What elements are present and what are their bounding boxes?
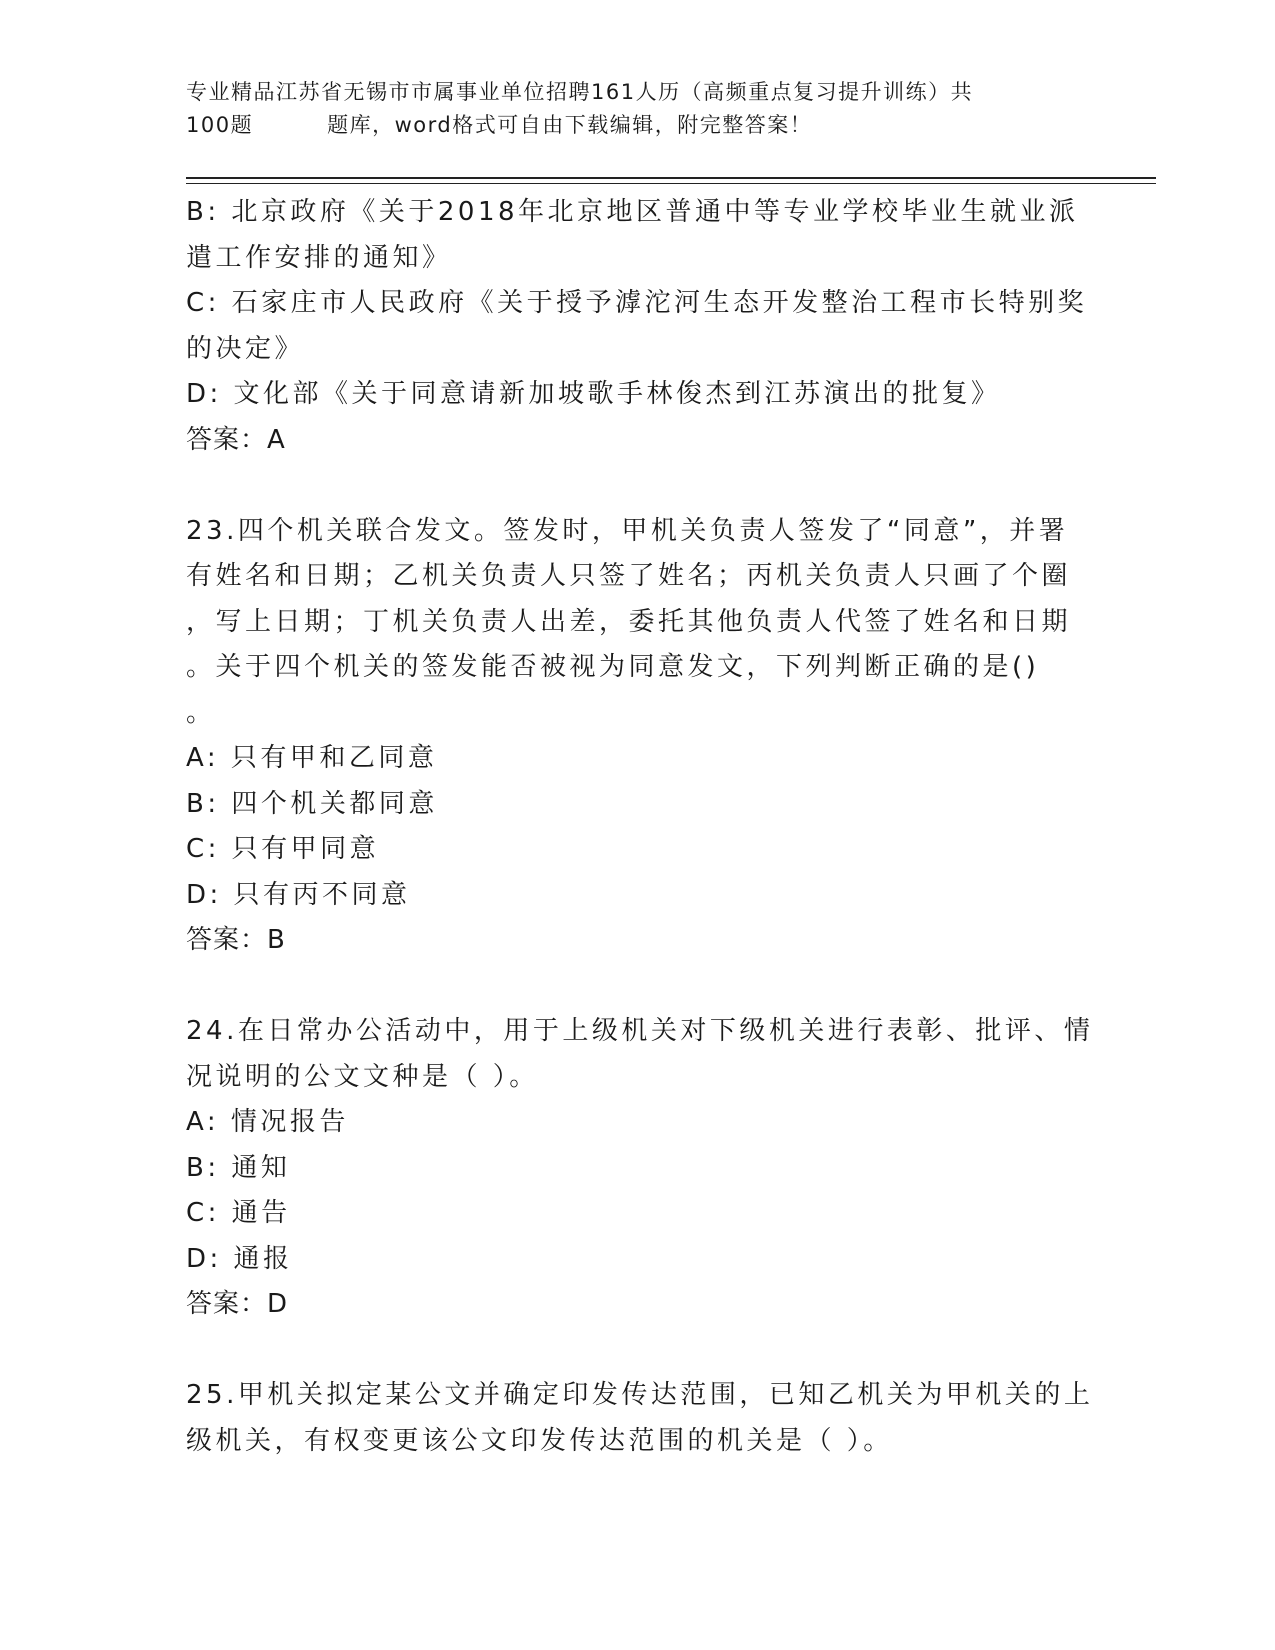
question-stem-line-3: ，写上日期；丁机关负责人出差，委托其他负责人代签了姓名和日期: [186, 606, 1072, 637]
question-23: [186, 509, 1072, 964]
option-d: D: 文化部《关于同意请新加坡歌手林俊杰到江苏演出的批复》: [186, 379, 1001, 409]
question-stem-line-5: 。: [186, 697, 216, 728]
answer: 答案：B: [186, 925, 286, 955]
header-description: 题库，word格式可自由下载编辑，附完整答案！: [327, 113, 813, 137]
question-22-tail: [186, 190, 1088, 463]
option-a: A: 情况报告: [186, 1107, 349, 1137]
page-header: [186, 76, 1056, 142]
option-b-line-1: B: 北京政府《关于2018年北京地区普通中等专业学校毕业生就业派: [186, 197, 1079, 227]
question-stem-line-2: 级机关，有权变更该公文印发传达范围的机关是（ ）。: [186, 1425, 893, 1456]
question-stem-line-2: 况说明的公文文种是（ ）。: [186, 1061, 539, 1092]
question-stem-line-4: 。关于四个机关的签发能否被视为同意发文，下列判断正确的是(): [186, 652, 1040, 682]
header-title-line-1: 专业精品江苏省无锡市市属事业单位招聘161人历（高频重点复习提升训练）共: [186, 80, 974, 104]
question-stem-line-1: 24.在日常办公活动中，用于上级机关对下级机关进行表彰、批评、情: [186, 1016, 1094, 1046]
option-c-line-2: 的决定》: [186, 333, 305, 364]
header-rule-thick: [186, 177, 1156, 179]
option-b-line-2: 遣工作安排的通知》: [186, 242, 452, 273]
question-stem-line-2: 有姓名和日期；乙机关负责人只签了姓名；丙机关负责人只画了个圈: [186, 561, 1072, 591]
option-d: D: 只有丙不同意: [186, 879, 411, 910]
question-25: [186, 1373, 1094, 1464]
answer: 答案：A: [186, 424, 286, 455]
header-rule-thin: [186, 183, 1156, 184]
option-c-line-1: C: 石家庄市人民政府《关于授予滹沱河生态开发整治工程市长特别奖: [186, 288, 1088, 318]
header-question-count: 100题: [186, 113, 254, 137]
question-stem-line-1: 23.四个机关联合发文。签发时，甲机关负责人签发了“同意”，并署: [186, 515, 1069, 546]
option-b: B: 通知: [186, 1152, 291, 1183]
option-a: A: 只有甲和乙同意: [186, 743, 438, 773]
question-24: [186, 1009, 1094, 1328]
header-title-line-2: [186, 109, 1056, 142]
question-stem-line-1: 25.甲机关拟定某公文并确定印发传达范围，已知乙机关为甲机关的上: [186, 1380, 1094, 1410]
answer: 答案：D: [186, 1289, 289, 1319]
option-c: C: 只有甲同意: [186, 834, 380, 864]
option-d: D: 通报: [186, 1243, 293, 1274]
option-c: C: 通告: [186, 1198, 291, 1228]
document-body: [186, 190, 1094, 1464]
option-b: B: 四个机关都同意: [186, 788, 438, 819]
